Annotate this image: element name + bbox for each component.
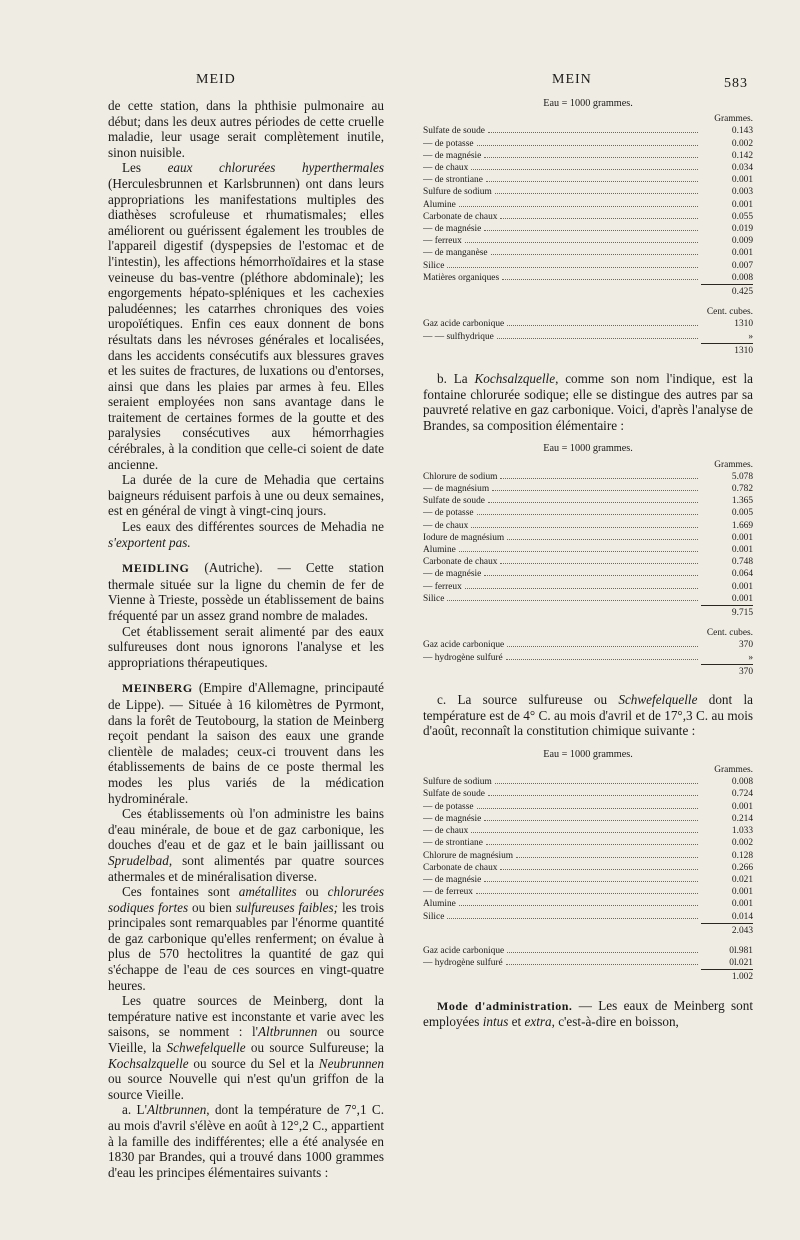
table-cell-value: 0.001	[731, 887, 753, 898]
table-cell-label: — hydrogène sulfuré	[423, 652, 503, 663]
entry-title-meidling: MEIDLING	[122, 561, 190, 576]
table-cell-label: Iodure de magnésium	[423, 532, 505, 543]
left-column	[108, 98, 384, 1180]
table-cell-value: 0.008	[731, 272, 753, 283]
table-cell-label: Sulfate de soude	[423, 126, 485, 137]
table-unit: Grammes.	[714, 114, 753, 125]
dotted-leader	[488, 502, 698, 503]
table-cell-label: — de magnésie	[423, 150, 482, 161]
table-row	[423, 318, 753, 330]
table-row	[423, 568, 753, 580]
table-row	[423, 862, 753, 874]
table-cell-label: — de magnésie	[423, 224, 482, 235]
dotted-leader	[488, 132, 698, 133]
table-cell-label: Carbonate de chaux	[423, 557, 498, 568]
table-row	[423, 471, 753, 483]
table-gas-rows	[423, 945, 753, 969]
table-cell-value: 0.782	[731, 484, 753, 495]
table-cell-label: — ferreux	[423, 581, 462, 592]
table-cell-value: 1.365	[731, 496, 753, 507]
dotted-leader	[506, 659, 698, 660]
table-cell-value: 0.003	[731, 187, 753, 198]
table-row	[423, 520, 753, 532]
table-cell-value: 370	[738, 640, 753, 651]
dotted-leader	[507, 646, 698, 647]
table-gas-unit: Cent. cubes.	[706, 628, 753, 639]
table-cell-value: 0.064	[731, 569, 753, 580]
table-gas-unit: Cent. cubes.	[706, 307, 753, 318]
table-row	[423, 247, 753, 259]
running-head	[0, 72, 800, 92]
dotted-leader	[486, 181, 698, 182]
table-row	[423, 125, 753, 137]
dotted-leader	[500, 478, 698, 479]
table-cell-value: »	[748, 652, 753, 663]
table-cell-label: Alumine	[423, 545, 456, 556]
table-row	[423, 776, 753, 788]
table-cell-label: — de chaux	[423, 163, 469, 174]
table-cell-value: 1310	[734, 319, 753, 330]
table-cell-label: — de ferreux	[423, 887, 473, 898]
table-row	[423, 162, 753, 174]
dotted-leader	[506, 964, 698, 965]
table-caption: Eau = 1000 grammes.	[543, 98, 633, 109]
table-row	[423, 532, 753, 544]
table-total: 2.043	[423, 923, 753, 937]
dotted-leader	[459, 551, 698, 552]
paragraph-export: Les eaux des différentes sources de Mehadia ne s'exportent pas.	[108, 519, 384, 550]
table-row	[423, 150, 753, 162]
dotted-leader	[447, 600, 698, 601]
table-row	[423, 639, 753, 651]
dotted-leader	[502, 279, 698, 280]
analysis-table-schwefelquelle	[423, 749, 753, 984]
dotted-leader	[500, 563, 698, 564]
paragraph-mode-administration: Mode d'administration. — Les eaux de Meinberg sont employées intus et extra, c'est-à-dire en boisson,	[423, 997, 753, 1030]
table-cell-value: 0.001	[731, 593, 753, 604]
dotted-leader	[484, 230, 698, 231]
table-row	[423, 199, 753, 211]
entry-meidling: MEIDLING (Autriche). — Cette station thermale située sur la ligne du chemin de fer de Vienne à Trieste, possède un établissement de bains fréquenté par un assez grand nombre de malades.	[108, 560, 384, 623]
right-column	[423, 98, 753, 1030]
table-cell-value: 0l.981	[729, 945, 753, 956]
table-cell-value: 0.019	[731, 224, 753, 235]
dotted-leader	[484, 820, 698, 821]
table-cell-label: Gaz acide carbonique	[423, 945, 505, 956]
table-row	[423, 174, 753, 186]
table-cell-label: — de chaux	[423, 520, 469, 531]
table-row	[423, 945, 753, 957]
table-cell-label: Sulfate de soude	[423, 789, 485, 800]
table-row	[423, 260, 753, 272]
table-row	[423, 235, 753, 247]
emphasis-eaux-chlorurees: eaux chlorurées hyperthermales	[167, 160, 384, 176]
table-cell-label: Sulfure de sodium	[423, 187, 492, 198]
table-cell-value: 0.034	[731, 163, 753, 174]
table-cell-label: — hydrogène sulfuré	[423, 958, 503, 969]
dotted-leader	[471, 169, 698, 170]
entry-title-meinberg: MEINBERG	[122, 681, 193, 696]
table-row	[423, 495, 753, 507]
table-cell-label: — de manganèse	[423, 248, 488, 259]
table-cell-label: Gaz acide carbonique	[423, 640, 505, 651]
table-cell-label: — de chaux	[423, 826, 469, 837]
paragraph-meinberg-fontaines: Ces fontaines sont amétallites ou chlorurées sodiques fortes ou bien sulfureuses faibles; les trois principales sont remarquables par l'énorme quantité de gaz carbonique qu'elles renferment; on évalue à plus de 570 hectolitres la quantité de gaz qui s'échappe de l'eau de ces sources en vingt-quatre heures.	[108, 884, 385, 993]
table-cell-label: Sulfate de soude	[423, 496, 485, 507]
table-row	[423, 138, 753, 150]
paragraph-schwefelquelle: c. La source sulfureuse ou Schwefelquelle dont la température est de 4° C. au mois d'avril et de 17°,3 C. au mois d'août, reconnaît la constitution chimique suivante :	[423, 692, 753, 739]
dotted-leader	[477, 145, 698, 146]
table-cell-value: 0.005	[731, 508, 753, 519]
table-cell-value: 1.669	[731, 520, 753, 531]
table-row	[423, 581, 753, 593]
table-row	[423, 837, 753, 849]
table-total: 9.715	[423, 605, 753, 619]
page-number: 583	[724, 76, 748, 91]
table-cell-label: Sulfure de sodium	[423, 777, 492, 788]
table-cell-label: Matières organiques	[423, 272, 500, 283]
paragraph-meinberg-sources: Les quatre sources de Meinberg, dont la température native est inconstante et varie avec les saisons, se nomment : l'Altbrunnen ou source Vieille, la Schwefelquelle ou source Sulfureuse; la Kochsalzquelle ou source du Sel et la Neubrunnen ou source Nouvelle qui n'est qu'un griffon de la source Vieille.	[108, 993, 384, 1102]
analysis-table-altbrunnen	[423, 98, 753, 357]
dotted-leader	[486, 844, 698, 845]
table-cell-value: 0.008	[731, 777, 753, 788]
running-head-left: MEID	[196, 72, 236, 87]
dotted-leader	[500, 218, 698, 219]
table-cell-value: 0.001	[731, 899, 753, 910]
table-cell-label: — de magnésie	[423, 813, 482, 824]
paragraph-eaux-chlorurees: Les eaux chlorurées hyperthermales (Herculesbrunnen et Karlsbrunnen) ont dans leurs appropriations les manifestations multiples des diathèses scrofuleuse et rhumatismales; elles améliorent ou guérissent également les troubles de l'appareil digestif (dyspepsies de l'estomac et de l'intestin), les affections hémorrhoïdaires et la stase veineuse du bas-ventre (pléthore abdominale); les engorgements hépato-spléniques et les cachexies paludéennes; les catarrhes chroniques des voies uropoïétiques. Enfin ces eaux donnent de bons résultats dans les névroses générales et localisées, dans les accidents consécutifs aux blessures graves et les suites de fractures, de luxations ou d'entorses, ainsi que dans les plaies par armes à feu. Elles seraient employées non sans avantage dans le traitement de certaines formes de la goutte et des paralysies consécutives aux hémorrhagies cérébrales, à la condition que celle-ci soient de date ancienne.	[108, 160, 384, 472]
table-gas-total: 1.002	[423, 969, 753, 983]
table-cell-value: 0.001	[731, 581, 753, 592]
table-row	[423, 556, 753, 568]
table-row	[423, 898, 753, 910]
dotted-leader	[491, 254, 698, 255]
dotted-leader	[516, 857, 698, 858]
table-cell-label: Chlorure de sodium	[423, 471, 498, 482]
table-caption: Eau = 1000 grammes.	[543, 748, 633, 760]
table-total: 0.425	[423, 284, 753, 298]
table-cell-value: 0.214	[731, 813, 753, 824]
table-cell-value: 0.014	[731, 911, 753, 922]
table-cell-label: Silice	[423, 911, 445, 922]
table-cell-label: — de strontiane	[423, 175, 483, 186]
table-cell-label: — de magnésium	[423, 484, 490, 495]
table-cell-value: »	[748, 331, 753, 342]
table-cell-value: 0.266	[731, 862, 753, 873]
table-gas-rows	[423, 639, 753, 663]
dotted-leader	[484, 157, 698, 158]
table-rows	[423, 471, 753, 605]
paragraph-phthisie: de cette station, dans la phthisie pulmonaire au début; dans les deux autres périodes de cette cruelle maladie, leur usage serait complètement inutile, sinon nuisible.	[108, 98, 384, 160]
table-row	[423, 850, 753, 862]
table-cell-value: 0.002	[731, 138, 753, 149]
dotted-leader	[484, 575, 698, 576]
table-rows	[423, 776, 753, 922]
table-cell-label: — de potasse	[423, 801, 474, 812]
table-cell-value: 0.724	[731, 789, 753, 800]
dotted-leader	[465, 588, 698, 589]
table-cell-label: — de potasse	[423, 508, 474, 519]
table-row	[423, 483, 753, 495]
table-row	[423, 223, 753, 235]
table-cell-value: 0.143	[731, 126, 753, 137]
table-row	[423, 813, 753, 825]
dotted-leader	[507, 539, 698, 540]
table-row	[423, 272, 753, 284]
table-rows	[423, 125, 753, 284]
dotted-leader	[477, 514, 698, 515]
table-cell-value: 1.033	[731, 826, 753, 837]
table-cell-value: 0.001	[731, 801, 753, 812]
dotted-leader	[495, 193, 698, 194]
table-cell-label: — — sulfhydrique	[423, 331, 494, 342]
paragraph-kochsalzquelle: b. La Kochsalzquelle, comme son nom l'indique, est la fontaine chlorurée sodique; elle se distingue des autres par sa pauvreté relative en gaz carbonique. Voici, d'après l'analyse de Brandes, sa composition élémentaire :	[423, 371, 753, 433]
table-cell-value: 0l.021	[729, 958, 753, 969]
table-gas-total: 370	[423, 664, 753, 678]
table-cell-label: Silice	[423, 593, 445, 604]
table-gas-total: 1310	[423, 343, 753, 357]
table-row	[423, 957, 753, 969]
table-row	[423, 788, 753, 800]
table-cell-label: Gaz acide carbonique	[423, 319, 505, 330]
table-row	[423, 652, 753, 664]
table-cell-value: 0.001	[731, 545, 753, 556]
table-caption: Eau = 1000 grammes.	[543, 443, 633, 455]
table-cell-label: Alumine	[423, 899, 456, 910]
table-row	[423, 186, 753, 198]
dotted-leader	[495, 783, 698, 784]
dotted-leader	[471, 832, 698, 833]
dotted-leader	[497, 338, 698, 339]
paragraph-duree-cure: La durée de la cure de Mehadia que certains baigneurs réduisent parfois à une ou deux semaines, est en général de vingt à vingt-cinq jours.	[108, 472, 384, 519]
table-cell-value: 0.748	[731, 557, 753, 568]
table-cell-label: Carbonate de chaux	[423, 211, 498, 222]
dotted-leader	[476, 893, 698, 894]
table-row	[423, 911, 753, 923]
table-cell-label: — de magnésie	[423, 569, 482, 580]
table-row	[423, 801, 753, 813]
table-unit: Grammes.	[714, 765, 753, 776]
table-unit: Grammes.	[714, 459, 753, 470]
table-cell-value: 5.078	[731, 471, 753, 482]
dotted-leader	[507, 325, 698, 326]
dotted-leader	[447, 267, 698, 268]
dotted-leader	[484, 881, 698, 882]
table-row	[423, 874, 753, 886]
dotted-leader	[471, 527, 698, 528]
table-cell-value: 0.001	[731, 199, 753, 210]
dotted-leader	[492, 490, 698, 491]
dotted-leader	[488, 795, 698, 796]
table-cell-label: — ferreux	[423, 236, 462, 247]
dotted-leader	[507, 952, 698, 953]
table-cell-value: 0.142	[731, 150, 753, 161]
table-row	[423, 544, 753, 556]
running-head-center: MEIN	[552, 72, 592, 87]
analysis-table-kochsalzquelle	[423, 443, 753, 678]
paragraph-meidling-eaux: Cet établissement serait alimenté par des eaux sulfureuses dont nous ignorons l'analyse et les appropriations thérapeutiques.	[108, 623, 384, 670]
table-cell-value: 0.055	[731, 211, 753, 222]
table-cell-value: 0.021	[731, 874, 753, 885]
table-cell-label: Alumine	[423, 199, 456, 210]
dotted-leader	[459, 206, 698, 207]
table-gas-rows	[423, 318, 753, 342]
entry-meinberg: MEINBERG (Empire d'Allemagne, principauté de Lippe). — Située à 16 kilomètres de Pyrmont, dans la forêt de Teutobourg, la station de Meinberg reçoit pendant la saison des eaux une grande clientèle de malades; ceux-ci trouvent dans les établissements de bains de ce poste thermal les modes les plus variés de la médication hydrominérale.	[108, 680, 384, 806]
table-cell-label: — de potasse	[423, 138, 474, 149]
table-cell-value: 0.009	[731, 236, 753, 247]
table-cell-value: 0.128	[731, 850, 753, 861]
table-cell-value: 0.002	[731, 838, 753, 849]
table-cell-label: Chlorure de magnésium	[423, 850, 514, 861]
dotted-leader	[500, 869, 698, 870]
dotted-leader	[447, 918, 698, 919]
table-cell-label: Carbonate de chaux	[423, 862, 498, 873]
table-row	[423, 211, 753, 223]
table-cell-value: 0.007	[731, 260, 753, 271]
paragraph-altbrunnen: a. L'Altbrunnen, dont la température de 7°,1 C. au mois d'avril s'élève en août à 12°,2 C., appartient à la famille des indifférentes; elle a été analysée en 1830 par Brandes, qui a trouvé dans 1000 grammes d'eau les principes élémentaires suivants :	[108, 1102, 384, 1180]
table-cell-label: Silice	[423, 260, 445, 271]
table-row	[423, 507, 753, 519]
section-title-mode: Mode d'administration.	[437, 998, 573, 1013]
table-cell-label: — de magnésie	[423, 874, 482, 885]
table-cell-label: — de strontiane	[423, 838, 483, 849]
paragraph-meinberg-etablissements: Ces établissements où l'on administre les bains d'eau minérale, de boue et de gaz carbonique, les douches d'eau et de gaz et le bain jaillissant ou Sprudelbad, sont alimentés par quatre sources athermales et de minéralisation diverse.	[108, 806, 384, 884]
table-cell-value: 0.001	[731, 248, 753, 259]
dotted-leader	[465, 242, 698, 243]
table-row	[423, 331, 753, 343]
table-cell-value: 0.001	[731, 532, 753, 543]
table-cell-value: 0.001	[731, 175, 753, 186]
table-row	[423, 886, 753, 898]
dotted-leader	[477, 808, 698, 809]
dotted-leader	[459, 905, 698, 906]
table-row	[423, 825, 753, 837]
table-row	[423, 593, 753, 605]
